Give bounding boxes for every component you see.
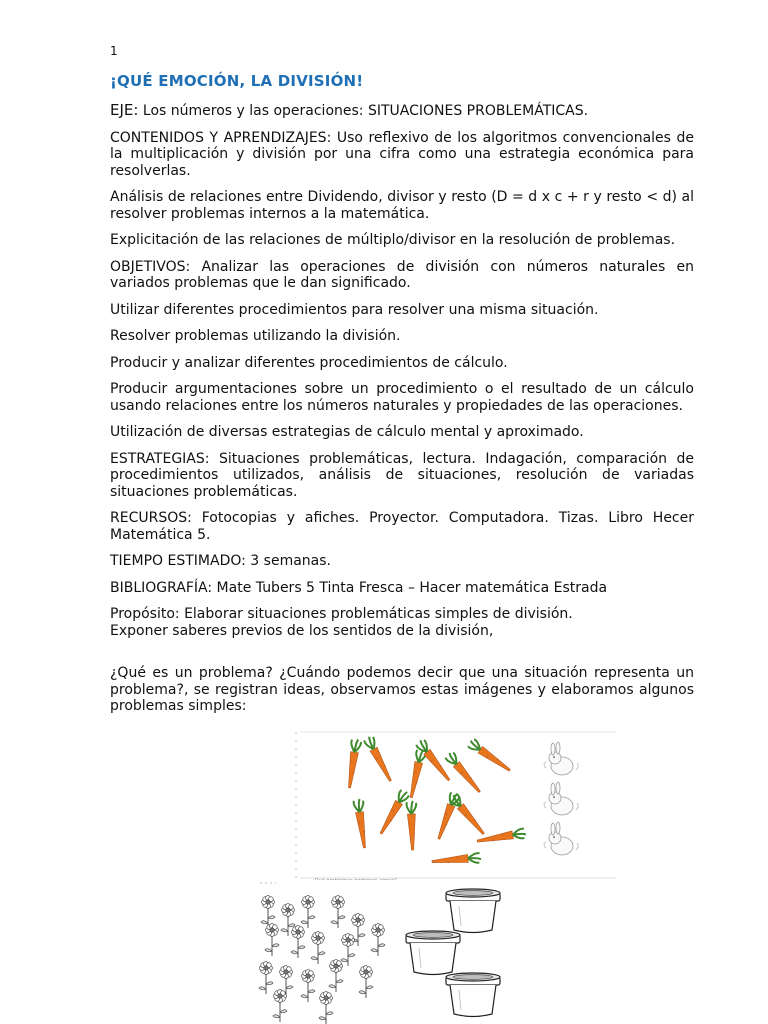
- pregunta-paragraph: ¿Qué es un problema? ¿Cuándo podemos decir que una situación representa un problema?, se registran ideas, observamos estas imágenes y elaboramos algunos problemas simples:: [110, 665, 694, 714]
- flower-pot: [406, 931, 460, 975]
- flower-pot: [446, 889, 500, 933]
- producir-argumentaciones-paragraph: Producir argumentaciones sobre un procedimiento o el resultado de un cálculo usando relaciones entre los números naturales y propiedades de las operaciones.: [110, 381, 694, 414]
- flower-pot: [446, 973, 500, 1017]
- utilizacion-paragraph: Utilización de diversas estrategias de cálculo mental y aproximado.: [110, 424, 584, 440]
- recursos-paragraph: RECURSOS: Fotocopias y afiches. Proyector. Computadora. Tizas. Libro Hecer Matemática 5.: [110, 510, 694, 543]
- pots-illustration: [405, 880, 515, 1024]
- pot-group: [406, 889, 500, 1017]
- eje-label: EJE:: [110, 101, 139, 119]
- carrots-rabbits-illustration: [290, 730, 620, 885]
- explicitacion-paragraph: Explicitación de las relaciones de múltiplo/divisor en la resolución de problemas.: [110, 232, 676, 248]
- objetivos-paragraph: OBJETIVOS: Analizar las operaciones de división con números naturales en variados problemas que le dan significado.: [110, 258, 694, 291]
- resolver-paragraph: Resolver problemas utilizando la división.: [110, 328, 401, 344]
- bibliografia-paragraph: BIBLIOGRAFÍA: Mate Tubers 5 Tinta Fresca – Hacer matemática Estrada: [110, 579, 608, 596]
- page-number: 1: [110, 44, 118, 58]
- analisis-paragraph: Análisis de relaciones entre Dividendo, divisor y resto (D = d x c + r y resto < d) al resolver problemas internos a la matemática.: [110, 189, 694, 222]
- estrategias-paragraph: ESTRATEGIAS: Situaciones problemáticas, lectura. Indagación, comparación de procedimientos utilizados, análisis de situaciones, resolución de variadas situaciones problemáticas.: [110, 450, 694, 500]
- exponer-paragraph: Exponer saberes previos de los sentidos de la división,: [110, 622, 494, 639]
- eje-text: Los números y las operaciones: SITUACIONES PROBLEMÁTICAS.: [138, 103, 589, 119]
- proposito-paragraph: Propósito: Elaborar situaciones problemáticas simples de división.: [110, 606, 573, 622]
- eje-paragraph: [110, 102, 694, 120]
- document-body: [110, 72, 694, 725]
- producir-analizar-paragraph: Producir y analizar diferentes procedimientos de cálculo.: [110, 354, 508, 371]
- tiempo-paragraph: TIEMPO ESTIMADO: 3 semanas.: [110, 553, 331, 569]
- utilizar-paragraph: Utilizar diferentes procedimientos para resolver una misma situación.: [110, 301, 599, 318]
- contenidos-paragraph: CONTENIDOS Y APRENDIZAJES: Uso reflexivo de los algoritmos convencionales de la multiplicación y división por una cifra como una estrategia económica para resolverlas.: [110, 129, 694, 179]
- page-title: ¡QUÉ EMOCIÓN, LA DIVISIÓN!: [110, 72, 364, 90]
